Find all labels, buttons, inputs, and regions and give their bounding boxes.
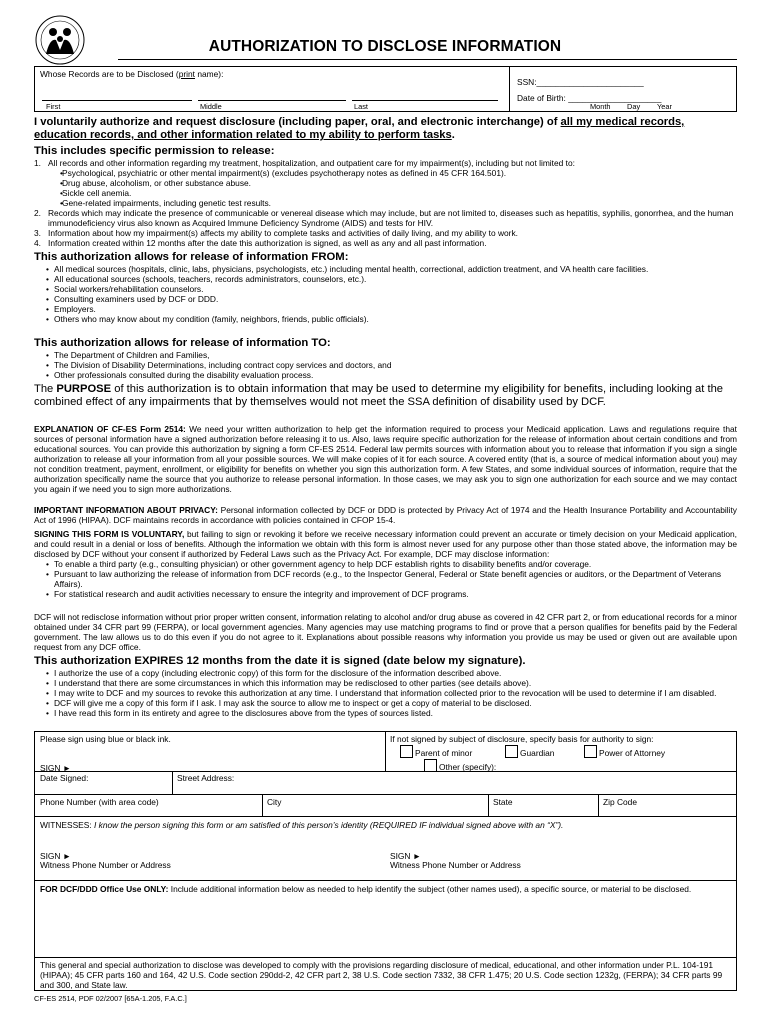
specific-item-2: 2. Records which may indicate the presence of communicable or venereal disease which may include, but are not limited to, diseases such as hepatitis, syphilis, gonorrhea, and the human immunodeficiency virus also known as Acquired Immune Deficiency Syndrome (AIDS) and tests for HIV.	[34, 208, 734, 228]
state-field[interactable]: State	[493, 797, 513, 807]
row1-divider	[385, 731, 386, 771]
list-item: • Others who may know about my condition (family, neighbors, friends, public officials).	[34, 314, 737, 324]
ssn-field[interactable]: SSN:_______________________	[517, 77, 644, 87]
sign-arrow-label[interactable]: SIGN ►	[40, 763, 72, 773]
row1-bottom	[34, 771, 737, 772]
list-item: • Psychological, psychiatric or other mental impairment(s) (excludes psychotherapy notes as defined in 45 CFR 164.501).	[48, 168, 737, 178]
office-bottom	[34, 957, 737, 958]
dob-year-label: Year	[657, 102, 672, 111]
expires-list	[34, 668, 737, 718]
witness-2-phone[interactable]: Witness Phone Number or Address	[390, 860, 521, 870]
list-item: • Consulting examiners used by DCF or DDD.	[34, 294, 737, 304]
explanation-paragraph: EXPLANATION OF CF-ES Form 2514: We need your written authorization to help get the information required to process your Medicaid application. Laws and regulations require that sources of personal information have a signed authorization before releasing it to us. Also, laws require specific authorization for the release of information about certain conditions and from educational sources. You can provide this authorization by signing a form CF-ES 2514. Federal law permits sources with information about you to release that information if you sign a single authorization to release all your information from all your possible sources. We will make copies of it for each source. A covered entity (that is, a source of medical information about you) may not condition treatment, payment, enrollment, or eligibility for benefits on whether you sign this authorization form. A few States, and some individual sources of information, require that the authorization specifically name the source that you authorize to release personal information. In those cases, we may ask you to sign one authorization for each source and we may contact you again if we need you to sign more authorizations.	[34, 424, 737, 494]
please-sign-label: Please sign using blue or black ink.	[40, 734, 171, 744]
from-list	[34, 264, 737, 324]
checkbox-box[interactable]	[584, 745, 597, 758]
list-item: • I have read this form in its entirety and agree to the disclosures above from the types of sources listed.	[34, 708, 737, 718]
list-item: • Pursuant to law authorizing the release of information from DCF records (e.g., to the Inspector General, Federal or State benefit agencies or auditors, or the Department of Veterans Affairs).	[34, 569, 737, 589]
row3-divider-2	[488, 794, 489, 816]
dob-day-label: Day	[627, 102, 641, 111]
zip-field[interactable]: Zip Code	[603, 797, 637, 807]
header-divider	[509, 66, 510, 112]
row3-divider-1	[262, 794, 263, 816]
parent-of-minor-checkbox[interactable]: Parent of minor	[400, 745, 472, 758]
witnesses-statement: WITNESSES: I know the person signing this form or am satisfied of this person’s identity (REQUIRED IF individual signed above with an “X”).	[40, 820, 564, 830]
other-checkbox[interactable]: Other (specify):	[424, 759, 496, 772]
witness-1-phone[interactable]: Witness Phone Number or Address	[40, 860, 171, 870]
list-item: • Other professionals consulted during the disability evaluation process.	[34, 370, 737, 380]
list-item: • Sickle cell anemia.	[48, 188, 737, 198]
phone-field[interactable]: Phone Number (with area code)	[40, 797, 159, 807]
expires-heading: This authorization EXPIRES 12 months from the date it is signed (date below my signature).	[34, 655, 526, 667]
middle-label: Middle	[200, 102, 222, 111]
specific-heading: This includes specific permission to release:	[34, 145, 275, 157]
list-item: • I may write to DCF and my sources to revoke this authorization at any time. I understand that information collected prior to the revocation will be used to determine if I am disabled.	[34, 688, 737, 698]
voluntary-paragraph: SIGNING THIS FORM IS VOLUNTARY, but failing to sign or revoking it before we receive necessary information could prevent an accurate or timely decision on your Medicaid application, and could result in a denial or loss of benefits. Although the information we obtain with this form is almost never used for any purpose other than those stated above, the information may be disclosed by DCF without your consent if authorized by Federal Laws such as the Privacy Act. For example, DCF may disclose information: • To enable a third party (e.g., consulting physician) or other government agency to help DCF establish rights to disability benefits and/or coverage. • Pursuant to law authorizing the release of information from DCF records (e.g., to the Inspector General, Federal or State benefit agencies or auditors, or the Department of Veterans Affairs). • For statistical research and audit activities necessary to ensure the integrity and improvement of DCF programs.	[34, 529, 737, 599]
street-address-field[interactable]: Street Address:	[177, 773, 235, 783]
dob-month-label: Month	[590, 102, 611, 111]
list-item: • To enable a third party (e.g., consulting physician) or other government agency to help DCF establish rights to disability benefits and/or coverage.	[34, 559, 737, 569]
date-signed-field[interactable]: Date Signed:	[40, 773, 89, 783]
specific-item-4: 4. Information created within 12 months after the date this authorization is signed, as well as any and all past information.	[34, 238, 487, 248]
list-item: • I authorize the use of a copy (including electronic copy) of this form for the disclosure of the information described above.	[34, 668, 737, 678]
city-field[interactable]: City	[267, 797, 282, 807]
page-title: AUTHORIZATION TO DISCLOSE INFORMATION	[208, 38, 562, 55]
first-name-field[interactable]	[42, 100, 192, 101]
title-rule	[118, 59, 737, 60]
witness-1-sign[interactable]: SIGN ►	[40, 851, 72, 861]
list-item: • Social workers/rehabilitation counselors.	[34, 284, 737, 294]
specific-item-3: 3. Information about how my impairment(s) affects my ability to complete tasks and activities of daily living, and my ability to work.	[34, 228, 518, 238]
list-item: • Employers.	[34, 304, 737, 314]
from-heading: This authorization allows for release of information FROM:	[34, 251, 349, 263]
list-item: • I understand that there are some circumstances in which this information may be redisclosed to other parties (see details above).	[34, 678, 737, 688]
form-number-footer: CF-ES 2514, PDF 02/2007 [65A-1.205, F.A.C.]	[34, 994, 187, 1003]
authority-label: If not signed by subject of disclosure, specify basis for authority to sign:	[390, 734, 654, 744]
purpose-statement: The PURPOSE of this authorization is to obtain information that may be used to determine my eligibility for benefits, including looking at the combined effect of any impairments that by themselves would not meet the SSA definition of disability used by DCF.	[34, 383, 724, 408]
to-heading: This authorization allows for release of information TO:	[34, 337, 331, 349]
power-of-attorney-checkbox[interactable]: Power of Attorney	[584, 745, 665, 758]
privacy-paragraph: IMPORTANT INFORMATION ABOUT PRIVACY: Personal information collected by DCF or DDD is protected by Privacy Act of 1974 and the Health Insurance Portability and Accountability Act of 1996 (HIPAA). DCF maintains records in accordance with policies contained in CFOP 15-4.	[34, 505, 737, 525]
witness-bottom	[34, 880, 737, 881]
dob-field[interactable]: Date of Birth: ____________________	[517, 93, 662, 103]
row3-bottom	[34, 816, 737, 817]
to-list	[34, 350, 737, 380]
list-item: • All educational sources (schools, teachers, records administrators, counselors, etc.).	[34, 274, 737, 284]
checkbox-box[interactable]	[505, 745, 518, 758]
list-item: • Gene-related impairments, including genetic test results.	[48, 198, 737, 208]
list-item: • The Division of Disability Determinations, including contract copy services and doctors, and	[34, 360, 737, 370]
last-label: Last	[354, 102, 368, 111]
whose-records-label: Whose Records are to be Disclosed (print name):	[40, 69, 224, 79]
row3-divider-3	[598, 794, 599, 816]
legal-basis-note: This general and special authorization to disclose was developed to comply with the provisions regarding disclosure of medical, educational, and other information under P.L. 104-191 (HIPAA); 45 CFR parts 160 and 164, 42 U.S. Code section 290dd-2, 42 CFR part 2, 38 U.S. Code section 7332, 38 CFR 1.475; 20 U.S. Code section 1232g, (FERPA); 34 CFR parts 99 and 300, and State law.	[40, 960, 723, 990]
list-item: • Drug abuse, alcoholism, or other substance abuse.	[48, 178, 737, 188]
list-item: • All medical sources (hospitals, clinic, labs, physicians, psychologists, etc.) including mental health, correctional, addiction treatment, and VA health care facilities.	[34, 264, 737, 274]
list-item: • For statistical research and audit activities necessary to ensure the integrity and improvement of DCF programs.	[34, 589, 737, 599]
list-item: • The Department of Children and Families,	[34, 350, 737, 360]
specific-item-1: 1. All records and other information regarding my treatment, hospitalization, and outpatient care for my impairment(s), including but not limited to: • Psychological, psychiatric or other mental impairment(s) (excludes psychotherapy notes as defined in 45 CFR 164.501). • Drug abuse, alcoholism, or other substance abuse. • Sickle cell anemia. • Gene-related impairments, including genetic test results.	[34, 158, 737, 208]
row2-bottom	[34, 794, 737, 795]
redisclose-paragraph: DCF will not redisclose information without prior proper written consent, information relating to alcohol and/or drug abuse as covered in 42 CFR part 2, or from educational records for a minor obtained under 34 CFR part 99 (FERPA), or local government agencies. Many agencies may use matching programs to find or prove that a person qualifies for benefits paid by the Federal government. The law allows us to do this even if you do not agree to it. Explanations about possible reasons why information you provide us may be used or given out are available upon request from any DCF office.	[34, 612, 737, 652]
first-label: First	[46, 102, 61, 111]
last-name-field[interactable]	[352, 100, 498, 101]
row2-divider	[172, 771, 173, 794]
checkbox-box[interactable]	[400, 745, 413, 758]
intro-statement: I voluntarily authorize and request disclosure (including paper, oral, and electronic interchange) of all my medical records, education records, and other information related to my ability to perform tasks.	[34, 116, 685, 141]
guardian-checkbox[interactable]: Guardian	[505, 745, 554, 758]
specific-list	[34, 158, 737, 248]
office-use-section: FOR DCF/DDD Office Use ONLY: Include additional information below as needed to help identify the subject (other names used), a specific source, or material to be disclosed.	[40, 884, 692, 894]
witness-2-sign[interactable]: SIGN ►	[390, 851, 422, 861]
list-item: • DCF will give me a copy of this form if I ask. I may ask the source to allow me to inspect or get a copy of material to be disclosed.	[34, 698, 737, 708]
middle-name-field[interactable]	[198, 100, 346, 101]
